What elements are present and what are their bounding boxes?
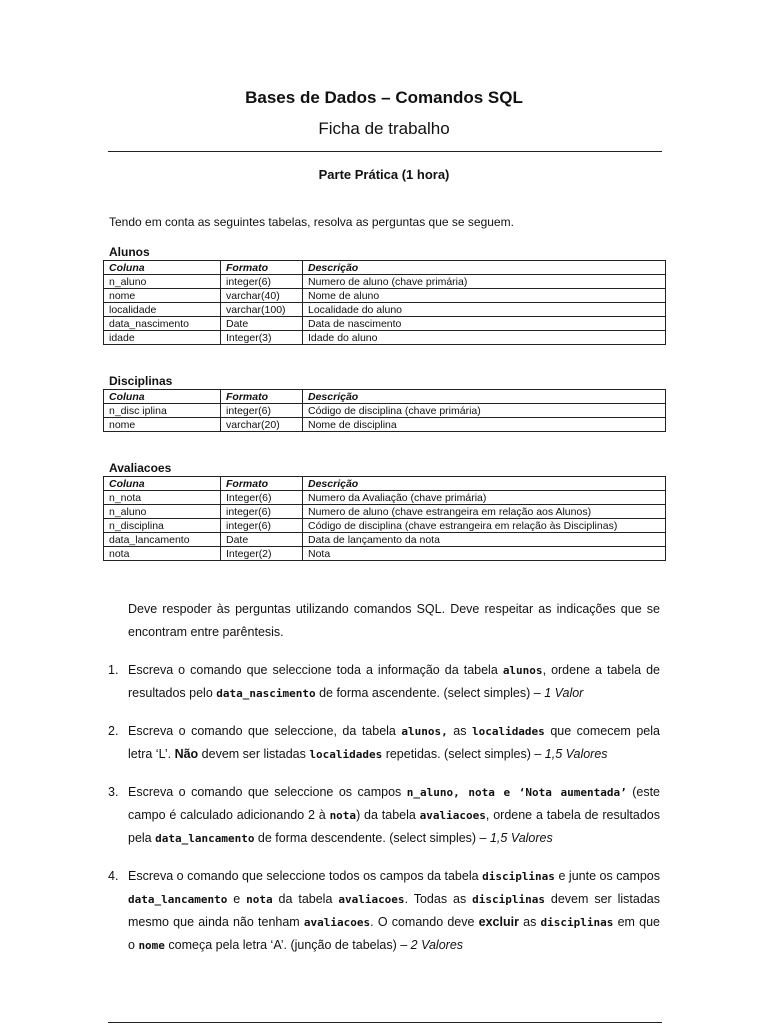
question-text-segment: Escreva o comando que seleccione toda a informação da tabela: [128, 663, 503, 677]
question-text-segment: , ordene a tabela de resultados pela: [128, 808, 661, 845]
table-cell: integer(6): [221, 404, 303, 418]
table-cell: Nome de disciplina: [303, 418, 666, 432]
table-cell: Localidade do aluno: [303, 303, 666, 317]
question-score: 2 Valores: [410, 938, 464, 952]
header-cell: Coluna: [104, 390, 221, 404]
header-cell: Descrição: [303, 477, 666, 491]
question-text-segment: que comecem pela letra ‘L’.: [128, 724, 660, 761]
sql-term: localidades: [471, 725, 545, 738]
question-1: [108, 659, 660, 705]
table-cell: Nota: [303, 547, 666, 561]
question-text-segment: . Todas as: [404, 892, 473, 906]
table-cell: Integer(6): [221, 491, 303, 505]
table-row: [104, 491, 666, 505]
question-text-segment: as: [518, 915, 541, 929]
table-row: [104, 331, 666, 345]
table-cell: Data de nascimento: [303, 317, 666, 331]
sql-term: disciplinas: [482, 870, 555, 883]
header-cell: Coluna: [104, 477, 221, 491]
table-cell: Integer(3): [221, 331, 303, 345]
intro-text: Tendo em conta as seguintes tabelas, resolva as perguntas que se seguem.: [109, 215, 514, 229]
table-cell: Date: [221, 317, 303, 331]
question-number: 2.: [108, 724, 119, 738]
table-cell: integer(6): [221, 519, 303, 533]
sql-term: n_aluno, nota e ‘Nota aumentada’: [406, 786, 627, 799]
table-cell: n_aluno: [104, 505, 221, 519]
emphasis: Não: [174, 747, 199, 761]
table-cell: data_lancamento: [104, 533, 221, 547]
table-cell: n_nota: [104, 491, 221, 505]
table-cell: varchar(100): [221, 303, 303, 317]
question-text-segment: devem ser listadas: [198, 747, 310, 761]
table-cell: localidade: [104, 303, 221, 317]
question-score: 1,5 Valores: [489, 831, 553, 845]
table-row: [104, 404, 666, 418]
table-cell: Data de lançamento da nota: [303, 533, 666, 547]
sql-term: alunos: [502, 664, 543, 677]
question-3: [108, 781, 660, 850]
header-divider: [108, 151, 662, 152]
question-text-segment: repetidas. (select simples) –: [382, 747, 545, 761]
question-text-segment: de forma descendente. (select simples) –: [254, 831, 490, 845]
table-cell: varchar(40): [221, 289, 303, 303]
sql-term: nome: [138, 939, 165, 952]
question-text-segment: Escreva o comando que seleccione todos os campos da tabela: [128, 869, 483, 883]
table-cell: Integer(2): [221, 547, 303, 561]
question-text-segment: . O comando deve: [370, 915, 479, 929]
table-avaliacoes: [103, 476, 666, 561]
table-cell: Código de disciplina (chave primária): [303, 404, 666, 418]
table-cell: nota: [104, 547, 221, 561]
question-text-segment: (este campo é calculado adicionando 2 à: [128, 785, 661, 822]
table-disciplinas: [103, 389, 666, 432]
header-cell: Coluna: [104, 261, 221, 275]
question-number: 3.: [108, 785, 119, 799]
table-cell: Numero de aluno (chave estrangeira em relação aos Alunos): [303, 505, 666, 519]
question-score: 1,5 Valores: [544, 747, 608, 761]
question-text-segment: devem ser listadas mesmo que ainda não tenham: [128, 892, 660, 929]
sql-term: disciplinas: [540, 916, 614, 929]
table-cell: varchar(20): [221, 418, 303, 432]
header-cell: Formato: [221, 261, 303, 275]
table-cell: idade: [104, 331, 221, 345]
table-cell: Numero de aluno (chave primária): [303, 275, 666, 289]
table-cell: Date: [221, 533, 303, 547]
question-text-segment: de forma ascendente. (select simples) –: [315, 686, 545, 700]
table-title-avaliacoes: Avaliacoes: [109, 461, 172, 475]
footer-divider: [108, 1022, 662, 1023]
header-cell: Descrição: [303, 390, 666, 404]
emphasis: excluir: [478, 915, 519, 929]
table-cell: n_disciplina: [104, 519, 221, 533]
sql-term: avaliacoes: [338, 893, 405, 906]
table-row: [104, 289, 666, 303]
sql-term: avaliacoes: [303, 916, 371, 929]
table-cell: Código de disciplina (chave estrangeira em relação às Disciplinas): [303, 519, 666, 533]
question-number: 4.: [108, 869, 119, 883]
table-cell: n_disc iplina: [104, 404, 221, 418]
sql-term: data_nascimento: [216, 687, 316, 700]
table-header: [104, 390, 666, 404]
table-cell: Numero da Avaliação (chave primária): [303, 491, 666, 505]
question-text: [128, 865, 660, 957]
question-text: [128, 781, 660, 850]
header-cell: Descrição: [303, 261, 666, 275]
question-text-segment: e junte os campos: [554, 869, 661, 883]
table-row: [104, 275, 666, 289]
table-cell: nome: [104, 418, 221, 432]
table-cell: integer(6): [221, 275, 303, 289]
question-text-segment: Escreva o comando que seleccione, da tabela: [128, 724, 402, 738]
sql-term: localidades: [309, 748, 383, 761]
table-row: [104, 533, 666, 547]
table-row: [104, 303, 666, 317]
table-row: [104, 505, 666, 519]
question-text: [128, 720, 660, 766]
question-2: [108, 720, 660, 766]
question-text-segment: Escreva o comando que seleccione os campos: [128, 785, 407, 799]
table-row: [104, 547, 666, 561]
question-text-segment: começa pela letra ‘A’. (junção de tabelas) –: [164, 938, 411, 952]
table-header: [104, 261, 666, 275]
section-title: Parte Prática (1 hora): [318, 167, 450, 182]
question-text: [128, 659, 660, 705]
table-row: [104, 317, 666, 331]
table-row: [104, 418, 666, 432]
table-cell: n_aluno: [104, 275, 221, 289]
table-title-disciplinas: Disciplinas: [109, 374, 173, 388]
question-4: [108, 865, 660, 957]
table-cell: Idade do aluno: [303, 331, 666, 345]
question-text-segment: as: [447, 724, 472, 738]
question-score: 1 Valor: [544, 686, 584, 700]
table-row: [104, 519, 666, 533]
question-text-segment: em que o: [128, 915, 660, 952]
sql-term: avaliacoes: [419, 809, 486, 822]
question-text-segment: , ordene a tabela de resultados pelo: [128, 663, 660, 700]
table-header: [104, 477, 666, 491]
header-cell: Formato: [221, 390, 303, 404]
header-cell: Formato: [221, 477, 303, 491]
sql-term: data_lancamento: [128, 893, 228, 906]
question-text-segment: da tabela: [272, 892, 339, 906]
question-text-segment: ) da tabela: [356, 808, 420, 822]
table-cell: Nome de aluno: [303, 289, 666, 303]
sql-term: data_lancamento: [155, 832, 255, 845]
table-alunos: [103, 260, 666, 345]
table-cell: nome: [104, 289, 221, 303]
sql-term: nota: [246, 893, 273, 906]
table-cell: integer(6): [221, 505, 303, 519]
table-title-alunos: Alunos: [109, 245, 150, 259]
question-text-segment: e: [227, 892, 247, 906]
instructions-text: Deve respoder às perguntas utilizando comandos SQL. Deve respeitar as indicações que se encontram entre parêntesis.: [128, 602, 660, 639]
document-title: Bases de Dados – Comandos SQL: [245, 88, 523, 107]
table-cell: data_nascimento: [104, 317, 221, 331]
sql-term: nota: [329, 809, 357, 822]
question-number: 1.: [108, 663, 119, 677]
sql-term: alunos,: [401, 725, 448, 738]
sql-term: disciplinas: [472, 893, 545, 906]
document-subtitle: Ficha de trabalho: [318, 119, 450, 138]
